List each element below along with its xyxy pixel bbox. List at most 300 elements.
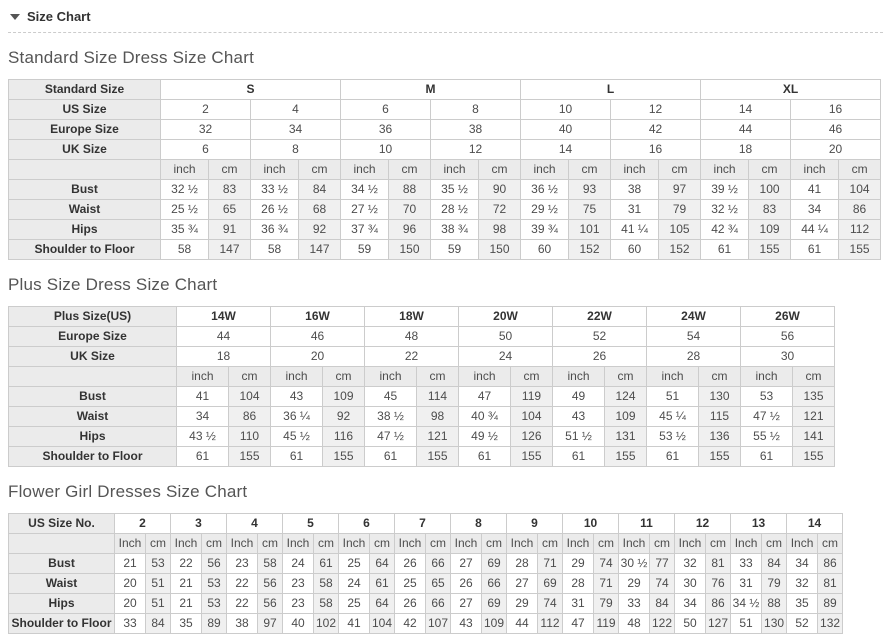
measurement-value-cell: 155 bbox=[323, 447, 365, 467]
measurement-value-cell: 71 bbox=[594, 574, 619, 594]
measurement-value-cell: 41 ¼ bbox=[611, 220, 659, 240]
measurement-value-cell: 66 bbox=[482, 574, 507, 594]
unit-label-cell: cm bbox=[511, 367, 553, 387]
measurement-value-cell: 92 bbox=[299, 220, 341, 240]
measurement-value-cell: 27 bbox=[451, 554, 482, 574]
size-group-cell: 6 bbox=[339, 514, 395, 534]
measurement-value-cell: 58 bbox=[314, 594, 339, 614]
measurement-value-cell: 115 bbox=[699, 407, 741, 427]
measurement-value-cell: 155 bbox=[605, 447, 647, 467]
measurement-value-cell: 22 bbox=[227, 594, 258, 614]
unit-label-cell: inch bbox=[701, 160, 749, 180]
measurement-value-cell: 31 bbox=[563, 594, 594, 614]
measurement-value-cell: 48 bbox=[619, 614, 650, 634]
size-group-cell: 20W bbox=[459, 307, 553, 327]
measurement-value-cell: 53 bbox=[202, 594, 227, 614]
unit-label-cell: Inch bbox=[507, 534, 538, 554]
measurement-value-cell: 53 ½ bbox=[647, 427, 699, 447]
measurement-value-cell: 136 bbox=[699, 427, 741, 447]
size-group-cell: 24W bbox=[647, 307, 741, 327]
unit-label-cell: cm bbox=[659, 160, 701, 180]
measurement-value-cell: 77 bbox=[650, 554, 675, 574]
unit-label-cell: inch bbox=[553, 367, 605, 387]
unit-label-cell: cm bbox=[389, 160, 431, 180]
measurement-value-cell: 70 bbox=[389, 200, 431, 220]
measurement-value-cell: 83 bbox=[749, 200, 791, 220]
row-label: Bust bbox=[9, 554, 115, 574]
row-label bbox=[9, 160, 161, 180]
measurement-value-cell: 36 ½ bbox=[521, 180, 569, 200]
measurement-value-cell: 29 ½ bbox=[521, 200, 569, 220]
size-value-cell: 46 bbox=[271, 327, 365, 347]
measurement-value-cell: 107 bbox=[426, 614, 451, 634]
table-row bbox=[9, 574, 843, 594]
measurement-value-cell: 28 bbox=[563, 574, 594, 594]
measurement-value-cell: 38 bbox=[227, 614, 258, 634]
unit-label-cell: cm bbox=[569, 160, 611, 180]
unit-label-cell: inch bbox=[177, 367, 229, 387]
unit-label-cell: cm bbox=[299, 160, 341, 180]
measurement-value-cell: 32 bbox=[787, 574, 818, 594]
measurement-value-cell: 33 bbox=[619, 594, 650, 614]
unit-label-cell: inch bbox=[431, 160, 479, 180]
measurement-value-cell: 104 bbox=[229, 387, 271, 407]
table-row bbox=[9, 307, 835, 327]
unit-label-cell: cm bbox=[146, 534, 171, 554]
measurement-value-cell: 56 bbox=[258, 574, 283, 594]
flower-girl-table bbox=[8, 513, 843, 634]
table-row bbox=[9, 240, 881, 260]
measurement-value-cell: 102 bbox=[314, 614, 339, 634]
measurement-value-cell: 91 bbox=[209, 220, 251, 240]
measurement-value-cell: 28 bbox=[507, 554, 538, 574]
unit-label-cell: cm bbox=[323, 367, 365, 387]
unit-label-cell: Inch bbox=[283, 534, 314, 554]
measurement-value-cell: 43 bbox=[553, 407, 605, 427]
measurement-value-cell: 30 ½ bbox=[619, 554, 650, 574]
size-value-cell: 32 bbox=[161, 120, 251, 140]
row-label: Shoulder to Floor bbox=[9, 614, 115, 634]
measurement-value-cell: 124 bbox=[605, 387, 647, 407]
measurement-value-cell: 61 bbox=[459, 447, 511, 467]
measurement-value-cell: 40 bbox=[283, 614, 314, 634]
size-group-cell: 16W bbox=[271, 307, 365, 327]
measurement-value-cell: 147 bbox=[299, 240, 341, 260]
measurement-value-cell: 44 ¼ bbox=[791, 220, 839, 240]
measurement-value-cell: 37 ¾ bbox=[341, 220, 389, 240]
unit-label-cell: cm bbox=[699, 367, 741, 387]
measurement-value-cell: 86 bbox=[229, 407, 271, 427]
measurement-value-cell: 24 bbox=[283, 554, 314, 574]
measurement-value-cell: 42 ¾ bbox=[701, 220, 749, 240]
measurement-value-cell: 155 bbox=[229, 447, 271, 467]
measurement-value-cell: 69 bbox=[538, 574, 563, 594]
measurement-value-cell: 104 bbox=[839, 180, 881, 200]
measurement-value-cell: 122 bbox=[650, 614, 675, 634]
row-label: Europe Size bbox=[9, 327, 177, 347]
size-group-cell: 8 bbox=[451, 514, 507, 534]
table-row bbox=[9, 554, 843, 574]
measurement-value-cell: 51 bbox=[647, 387, 699, 407]
unit-label-cell: Inch bbox=[787, 534, 818, 554]
size-group-cell: L bbox=[521, 80, 701, 100]
measurement-value-cell: 104 bbox=[511, 407, 553, 427]
measurement-value-cell: 98 bbox=[417, 407, 459, 427]
measurement-value-cell: 61 bbox=[791, 240, 839, 260]
row-label: Waist bbox=[9, 407, 177, 427]
unit-label-cell: inch bbox=[459, 367, 511, 387]
unit-label-cell: inch bbox=[647, 367, 699, 387]
measurement-value-cell: 31 bbox=[611, 200, 659, 220]
size-group-cell: 26W bbox=[741, 307, 835, 327]
measurement-value-cell: 72 bbox=[479, 200, 521, 220]
measurement-value-cell: 35 bbox=[171, 614, 202, 634]
measurement-value-cell: 69 bbox=[482, 594, 507, 614]
measurement-value-cell: 52 bbox=[787, 614, 818, 634]
unit-label-cell: cm bbox=[314, 534, 339, 554]
table-row bbox=[9, 180, 881, 200]
unit-label-cell: Inch bbox=[731, 534, 762, 554]
table-row bbox=[9, 387, 835, 407]
size-value-cell: 8 bbox=[431, 100, 521, 120]
unit-label-cell: Inch bbox=[395, 534, 426, 554]
table-row bbox=[9, 327, 835, 347]
measurement-value-cell: 76 bbox=[706, 574, 731, 594]
measurement-value-cell: 152 bbox=[569, 240, 611, 260]
measurement-value-cell: 97 bbox=[258, 614, 283, 634]
unit-label-cell: cm bbox=[749, 160, 791, 180]
unit-label-cell: inch bbox=[251, 160, 299, 180]
measurement-value-cell: 58 bbox=[314, 574, 339, 594]
measurement-value-cell: 36 ¼ bbox=[271, 407, 323, 427]
unit-label-cell: cm bbox=[594, 534, 619, 554]
measurement-value-cell: 25 bbox=[395, 574, 426, 594]
plus-size-table bbox=[8, 306, 835, 467]
measurement-value-cell: 50 bbox=[675, 614, 706, 634]
unit-label-cell: Inch bbox=[171, 534, 202, 554]
size-value-cell: 12 bbox=[611, 100, 701, 120]
measurement-value-cell: 42 bbox=[395, 614, 426, 634]
measurement-value-cell: 132 bbox=[818, 614, 843, 634]
measurement-value-cell: 112 bbox=[839, 220, 881, 240]
measurement-value-cell: 29 bbox=[563, 554, 594, 574]
size-value-cell: 50 bbox=[459, 327, 553, 347]
table-row bbox=[9, 427, 835, 447]
measurement-value-cell: 33 ½ bbox=[251, 180, 299, 200]
measurement-value-cell: 20 bbox=[115, 594, 146, 614]
measurement-value-cell: 29 bbox=[507, 594, 538, 614]
unit-label-cell: cm bbox=[538, 534, 563, 554]
measurement-value-cell: 84 bbox=[146, 614, 171, 634]
size-value-cell: 16 bbox=[791, 100, 881, 120]
size-value-cell: 18 bbox=[701, 140, 791, 160]
row-label: Shoulder to Floor bbox=[9, 240, 161, 260]
measurement-value-cell: 69 bbox=[482, 554, 507, 574]
measurement-value-cell: 47 bbox=[563, 614, 594, 634]
measurement-value-cell: 43 bbox=[271, 387, 323, 407]
measurement-value-cell: 61 bbox=[177, 447, 229, 467]
measurement-value-cell: 39 ½ bbox=[701, 180, 749, 200]
unit-label-cell: Inch bbox=[563, 534, 594, 554]
unit-label-cell: inch bbox=[741, 367, 793, 387]
size-value-cell: 54 bbox=[647, 327, 741, 347]
size-value-cell: 6 bbox=[161, 140, 251, 160]
size-group-cell: 14W bbox=[177, 307, 271, 327]
size-value-cell: 10 bbox=[521, 100, 611, 120]
size-group-cell: 11 bbox=[619, 514, 675, 534]
measurement-value-cell: 152 bbox=[659, 240, 701, 260]
flower-girl-heading: Flower Girl Dresses Size Chart bbox=[8, 482, 248, 501]
size-group-cell: 10 bbox=[563, 514, 619, 534]
unit-label-cell: Inch bbox=[619, 534, 650, 554]
size-value-cell: 6 bbox=[341, 100, 431, 120]
measurement-value-cell: 40 ¾ bbox=[459, 407, 511, 427]
measurement-value-cell: 47 ½ bbox=[365, 427, 417, 447]
row-label: US Size No. bbox=[9, 514, 115, 534]
size-value-cell: 8 bbox=[251, 140, 341, 160]
size-value-cell: 38 bbox=[431, 120, 521, 140]
measurement-value-cell: 109 bbox=[605, 407, 647, 427]
measurement-value-cell: 68 bbox=[299, 200, 341, 220]
table-row bbox=[9, 447, 835, 467]
measurement-value-cell: 53 bbox=[741, 387, 793, 407]
row-label bbox=[9, 367, 177, 387]
table-row bbox=[9, 80, 881, 100]
measurement-value-cell: 53 bbox=[202, 574, 227, 594]
measurement-value-cell: 127 bbox=[706, 614, 731, 634]
measurement-value-cell: 45 ½ bbox=[271, 427, 323, 447]
size-value-cell: 28 bbox=[647, 347, 741, 367]
size-value-cell: 14 bbox=[701, 100, 791, 120]
measurement-value-cell: 89 bbox=[202, 614, 227, 634]
measurement-value-cell: 86 bbox=[818, 554, 843, 574]
unit-label-cell: Inch bbox=[339, 534, 370, 554]
measurement-value-cell: 21 bbox=[171, 594, 202, 614]
size-value-cell: 36 bbox=[341, 120, 431, 140]
size-value-cell: 42 bbox=[611, 120, 701, 140]
measurement-value-cell: 61 bbox=[365, 447, 417, 467]
measurement-value-cell: 30 bbox=[675, 574, 706, 594]
table-row bbox=[9, 140, 881, 160]
measurement-value-cell: 130 bbox=[762, 614, 787, 634]
size-value-cell: 30 bbox=[741, 347, 835, 367]
measurement-value-cell: 61 bbox=[271, 447, 323, 467]
unit-label-cell: cm bbox=[202, 534, 227, 554]
size-value-cell: 22 bbox=[365, 347, 459, 367]
size-value-cell: 44 bbox=[701, 120, 791, 140]
measurement-value-cell: 35 ½ bbox=[431, 180, 479, 200]
measurement-value-cell: 56 bbox=[258, 594, 283, 614]
measurement-value-cell: 27 bbox=[507, 574, 538, 594]
measurement-value-cell: 20 bbox=[115, 574, 146, 594]
measurement-value-cell: 88 bbox=[389, 180, 431, 200]
measurement-value-cell: 61 bbox=[647, 447, 699, 467]
measurement-value-cell: 89 bbox=[818, 594, 843, 614]
unit-label-cell: cm bbox=[839, 160, 881, 180]
size-value-cell: 26 bbox=[553, 347, 647, 367]
table-row bbox=[9, 100, 881, 120]
measurement-value-cell: 121 bbox=[417, 427, 459, 447]
measurement-value-cell: 66 bbox=[426, 554, 451, 574]
size-value-cell: 46 bbox=[791, 120, 881, 140]
measurement-value-cell: 61 bbox=[553, 447, 605, 467]
measurement-value-cell: 98 bbox=[479, 220, 521, 240]
measurement-value-cell: 25 bbox=[339, 594, 370, 614]
size-value-cell: 40 bbox=[521, 120, 611, 140]
row-label: Europe Size bbox=[9, 120, 161, 140]
measurement-value-cell: 60 bbox=[521, 240, 569, 260]
measurement-value-cell: 34 bbox=[177, 407, 229, 427]
measurement-value-cell: 119 bbox=[594, 614, 619, 634]
row-label: Hips bbox=[9, 220, 161, 240]
row-label: Bust bbox=[9, 180, 161, 200]
measurement-value-cell: 49 bbox=[553, 387, 605, 407]
size-group-cell: S bbox=[161, 80, 341, 100]
row-label: UK Size bbox=[9, 140, 161, 160]
measurement-value-cell: 119 bbox=[511, 387, 553, 407]
measurement-value-cell: 150 bbox=[479, 240, 521, 260]
unit-label-cell: cm bbox=[650, 534, 675, 554]
measurement-value-cell: 74 bbox=[538, 594, 563, 614]
section-flower-girl bbox=[8, 482, 883, 634]
size-value-cell: 14 bbox=[521, 140, 611, 160]
size-chart-accordion-header[interactable] bbox=[8, 0, 883, 33]
measurement-value-cell: 155 bbox=[417, 447, 459, 467]
unit-label-cell: Inch bbox=[227, 534, 258, 554]
measurement-value-cell: 97 bbox=[659, 180, 701, 200]
row-label bbox=[9, 534, 115, 554]
unit-label-cell: cm bbox=[706, 534, 731, 554]
measurement-value-cell: 64 bbox=[370, 594, 395, 614]
measurement-value-cell: 126 bbox=[511, 427, 553, 447]
measurement-value-cell: 31 bbox=[731, 574, 762, 594]
measurement-value-cell: 51 bbox=[146, 574, 171, 594]
table-row bbox=[9, 120, 881, 140]
measurement-value-cell: 90 bbox=[479, 180, 521, 200]
row-label: Hips bbox=[9, 594, 115, 614]
unit-label-cell: cm bbox=[479, 160, 521, 180]
unit-label-cell: inch bbox=[611, 160, 659, 180]
unit-label-cell: cm bbox=[258, 534, 283, 554]
unit-label-cell: inch bbox=[341, 160, 389, 180]
measurement-value-cell: 28 ½ bbox=[431, 200, 479, 220]
size-value-cell: 4 bbox=[251, 100, 341, 120]
measurement-value-cell: 38 bbox=[611, 180, 659, 200]
row-label: Hips bbox=[9, 427, 177, 447]
unit-label-cell: cm bbox=[818, 534, 843, 554]
measurement-value-cell: 59 bbox=[431, 240, 479, 260]
measurement-value-cell: 150 bbox=[389, 240, 431, 260]
measurement-value-cell: 64 bbox=[370, 554, 395, 574]
unit-label-cell: inch bbox=[521, 160, 569, 180]
measurement-value-cell: 49 ½ bbox=[459, 427, 511, 447]
measurement-value-cell: 55 ½ bbox=[741, 427, 793, 447]
measurement-value-cell: 43 ½ bbox=[177, 427, 229, 447]
measurement-value-cell: 29 bbox=[619, 574, 650, 594]
size-value-cell: 48 bbox=[365, 327, 459, 347]
measurement-value-cell: 79 bbox=[659, 200, 701, 220]
row-label: Waist bbox=[9, 574, 115, 594]
measurement-value-cell: 41 bbox=[177, 387, 229, 407]
size-value-cell: 44 bbox=[177, 327, 271, 347]
measurement-value-cell: 38 ½ bbox=[365, 407, 417, 427]
measurement-value-cell: 26 bbox=[395, 554, 426, 574]
size-group-cell: XL bbox=[701, 80, 881, 100]
measurement-value-cell: 32 ½ bbox=[701, 200, 749, 220]
standard-size-table bbox=[8, 79, 881, 260]
measurement-value-cell: 74 bbox=[650, 574, 675, 594]
measurement-value-cell: 110 bbox=[229, 427, 271, 447]
measurement-value-cell: 74 bbox=[594, 554, 619, 574]
table-row bbox=[9, 534, 843, 554]
measurement-value-cell: 43 bbox=[451, 614, 482, 634]
row-label: Plus Size(US) bbox=[9, 307, 177, 327]
measurement-value-cell: 34 bbox=[791, 200, 839, 220]
measurement-value-cell: 58 bbox=[258, 554, 283, 574]
measurement-value-cell: 45 ¼ bbox=[647, 407, 699, 427]
measurement-value-cell: 155 bbox=[511, 447, 553, 467]
unit-label-cell: inch bbox=[271, 367, 323, 387]
unit-label-cell: Inch bbox=[451, 534, 482, 554]
row-label: Bust bbox=[9, 387, 177, 407]
measurement-value-cell: 34 bbox=[675, 594, 706, 614]
measurement-value-cell: 33 bbox=[115, 614, 146, 634]
measurement-value-cell: 61 bbox=[701, 240, 749, 260]
measurement-value-cell: 135 bbox=[793, 387, 835, 407]
measurement-value-cell: 33 bbox=[731, 554, 762, 574]
measurement-value-cell: 121 bbox=[793, 407, 835, 427]
row-label: UK Size bbox=[9, 347, 177, 367]
measurement-value-cell: 61 bbox=[314, 554, 339, 574]
measurement-value-cell: 155 bbox=[839, 240, 881, 260]
measurement-value-cell: 39 ¾ bbox=[521, 220, 569, 240]
measurement-value-cell: 101 bbox=[569, 220, 611, 240]
measurement-value-cell: 109 bbox=[323, 387, 365, 407]
size-value-cell: 20 bbox=[271, 347, 365, 367]
size-group-cell: 22W bbox=[553, 307, 647, 327]
triangle-down-icon bbox=[10, 14, 20, 20]
measurement-value-cell: 84 bbox=[650, 594, 675, 614]
measurement-value-cell: 109 bbox=[482, 614, 507, 634]
size-group-cell: 12 bbox=[675, 514, 731, 534]
unit-label-cell: inch bbox=[791, 160, 839, 180]
accordion-title: Size Chart bbox=[27, 9, 91, 24]
measurement-value-cell: 104 bbox=[370, 614, 395, 634]
measurement-value-cell: 41 bbox=[791, 180, 839, 200]
measurement-value-cell: 60 bbox=[611, 240, 659, 260]
section-plus-size bbox=[8, 275, 883, 467]
measurement-value-cell: 58 bbox=[251, 240, 299, 260]
table-row bbox=[9, 200, 881, 220]
measurement-value-cell: 38 ¾ bbox=[431, 220, 479, 240]
size-group-cell: 7 bbox=[395, 514, 451, 534]
unit-label-cell: inch bbox=[161, 160, 209, 180]
measurement-value-cell: 109 bbox=[749, 220, 791, 240]
measurement-value-cell: 24 bbox=[339, 574, 370, 594]
measurement-value-cell: 25 bbox=[339, 554, 370, 574]
measurement-value-cell: 56 bbox=[202, 554, 227, 574]
measurement-value-cell: 22 bbox=[227, 574, 258, 594]
measurement-value-cell: 36 ¾ bbox=[251, 220, 299, 240]
size-group-cell: M bbox=[341, 80, 521, 100]
measurement-value-cell: 22 bbox=[171, 554, 202, 574]
size-value-cell: 24 bbox=[459, 347, 553, 367]
table-row bbox=[9, 614, 843, 634]
measurement-value-cell: 59 bbox=[341, 240, 389, 260]
unit-label-cell: inch bbox=[365, 367, 417, 387]
measurement-value-cell: 27 ½ bbox=[341, 200, 389, 220]
measurement-value-cell: 34 ½ bbox=[341, 180, 389, 200]
